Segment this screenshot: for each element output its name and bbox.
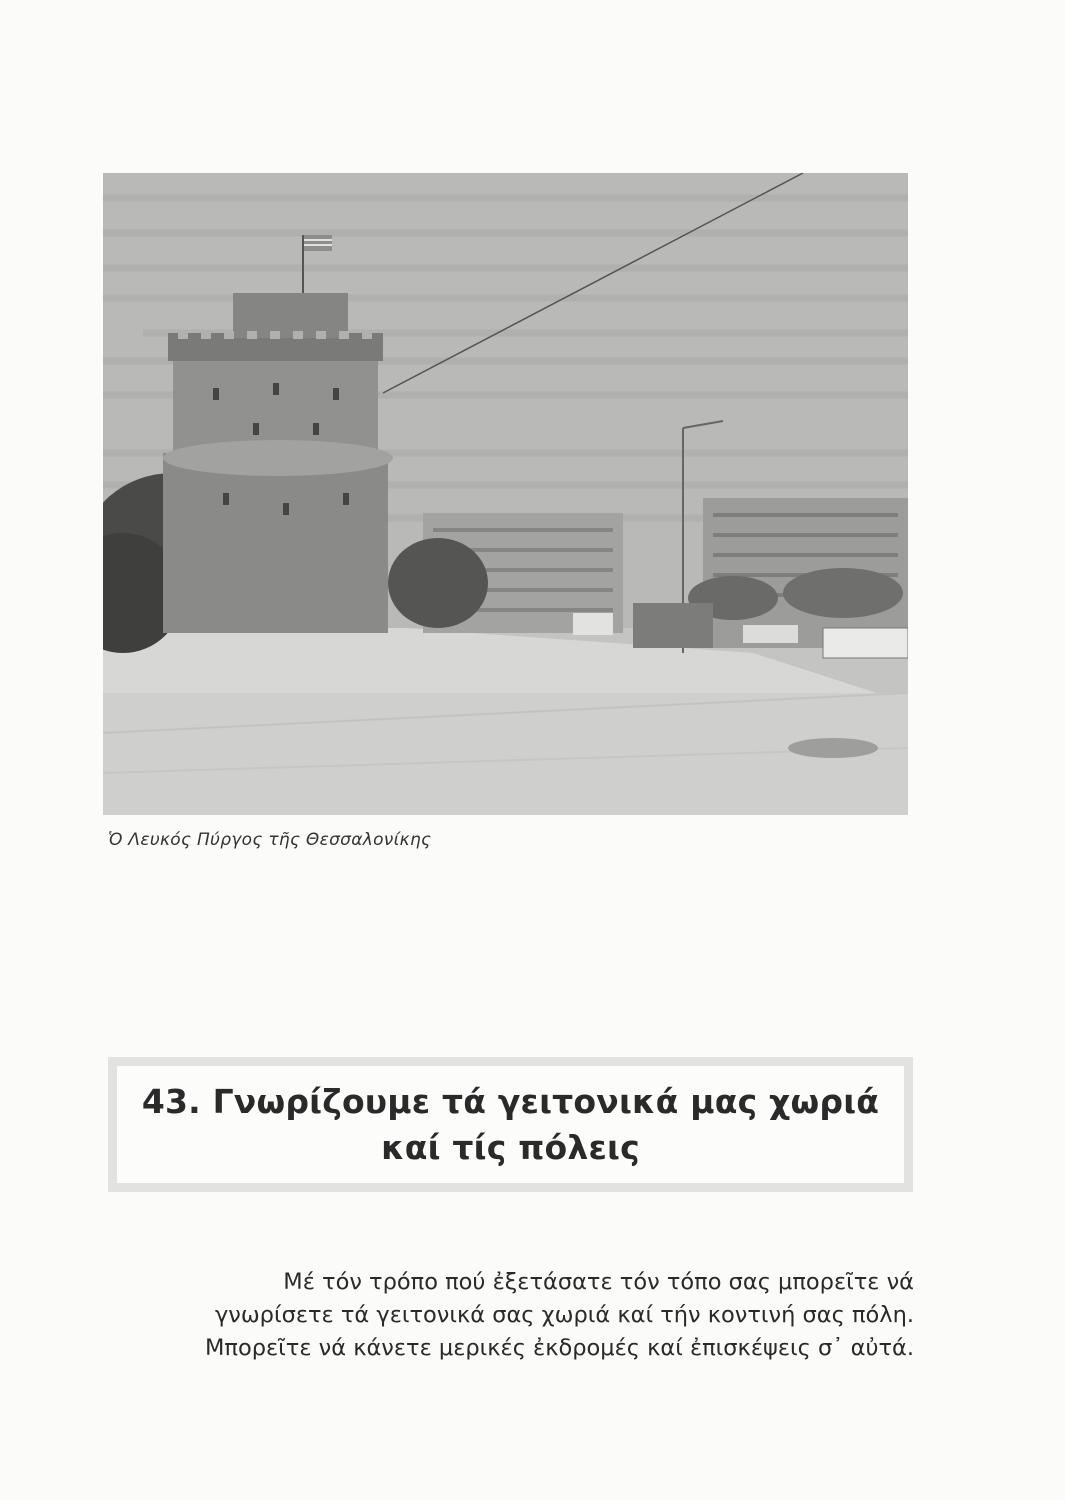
section-title-line-1: 43. Γνωρίζουμε τά γειτονικά μας χωριά bbox=[141, 1081, 880, 1121]
photo-caption: Ὁ Λευκός Πύργος τῆς Θεσσαλονίκης bbox=[108, 830, 432, 850]
body-line-3: Μπορεῖτε νά κάνετε μερικές ἐκδρομές καί ἐπισκέψεις σ᾽ αὐτά. bbox=[205, 1335, 914, 1361]
body-line-1: Μέ τόν τρόπο πού ἐξετάσατε τόν τόπο σας μπορεῖτε νά bbox=[283, 1269, 914, 1295]
body-line-2: γνωρίσετε τά γειτονικά σας χωριά καί τήν κοντινή σας πόλη. bbox=[214, 1302, 914, 1328]
section-title-inner bbox=[117, 1066, 904, 1183]
white-tower-photo bbox=[103, 173, 908, 815]
section-title-line-2: καί τίς πόλεις bbox=[381, 1127, 640, 1167]
body-paragraph bbox=[104, 1266, 914, 1365]
section-title-box bbox=[108, 1057, 913, 1192]
